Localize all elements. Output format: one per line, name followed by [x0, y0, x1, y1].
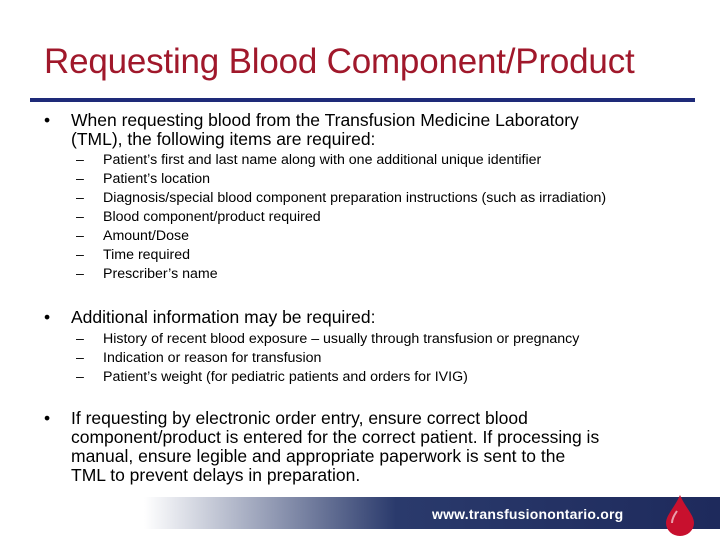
sub-item-text: Indication or reason for transfusion — [103, 350, 322, 366]
bullet-3-text — [71, 409, 691, 485]
sub-item-text: Blood component/product required — [103, 209, 321, 225]
sub-item-text: Diagnosis/special blood component preparation instructions (such as irradiation) — [103, 190, 607, 206]
bullet-marker: • — [44, 307, 51, 327]
dash-marker: – — [76, 152, 84, 168]
sub-item-text: Patient’s weight (for pediatric patients and orders for IVIG) — [103, 369, 468, 385]
title-divider — [30, 98, 695, 102]
dash-marker: – — [76, 209, 84, 225]
dash-marker: – — [76, 369, 84, 385]
bullet-marker: • — [44, 110, 51, 130]
slide-title: Requesting Blood Component/Product — [44, 42, 635, 81]
sub-item-text: Patient’s first and last name along with one additional unique identifier — [103, 152, 542, 168]
sub-item-text: Time required — [103, 247, 190, 263]
bullet-1-text — [71, 111, 691, 149]
bullet-2-line-1: Additional information may be required: — [71, 307, 376, 327]
bullet-3-line-3: manual, ensure legible and appropriate paperwork is sent to the — [71, 446, 566, 466]
bullet-3-line-2: component/product is entered for the correct patient. If processing is — [71, 427, 600, 447]
dash-marker: – — [76, 190, 84, 206]
blood-drop-icon — [663, 493, 697, 537]
sub-item-text: Amount/Dose — [103, 228, 189, 244]
bullet-2-text — [71, 308, 691, 327]
dash-marker: – — [76, 228, 84, 244]
bullet-marker: • — [44, 408, 51, 428]
footer-url-link[interactable]: www.transfusionontario.org — [432, 506, 624, 522]
bullet-3-line-1: If requesting by electronic order entry, ensure correct blood — [71, 408, 528, 428]
bullet-1-line-2: (TML), the following items are required: — [71, 129, 376, 149]
dash-marker: – — [76, 171, 84, 187]
dash-marker: – — [76, 331, 84, 347]
dash-marker: – — [76, 266, 84, 282]
bullet-1-line-1: When requesting blood from the Transfusion Medicine Laboratory — [71, 110, 579, 130]
sub-item-text: Patient’s location — [103, 171, 211, 187]
dash-marker: – — [76, 350, 84, 366]
sub-item-text: History of recent blood exposure – usually through transfusion or pregnancy — [103, 331, 580, 347]
sub-item-text: Prescriber’s name — [103, 266, 218, 282]
bullet-3-line-4: TML to prevent delays in preparation. — [71, 465, 361, 485]
dash-marker: – — [76, 247, 84, 263]
